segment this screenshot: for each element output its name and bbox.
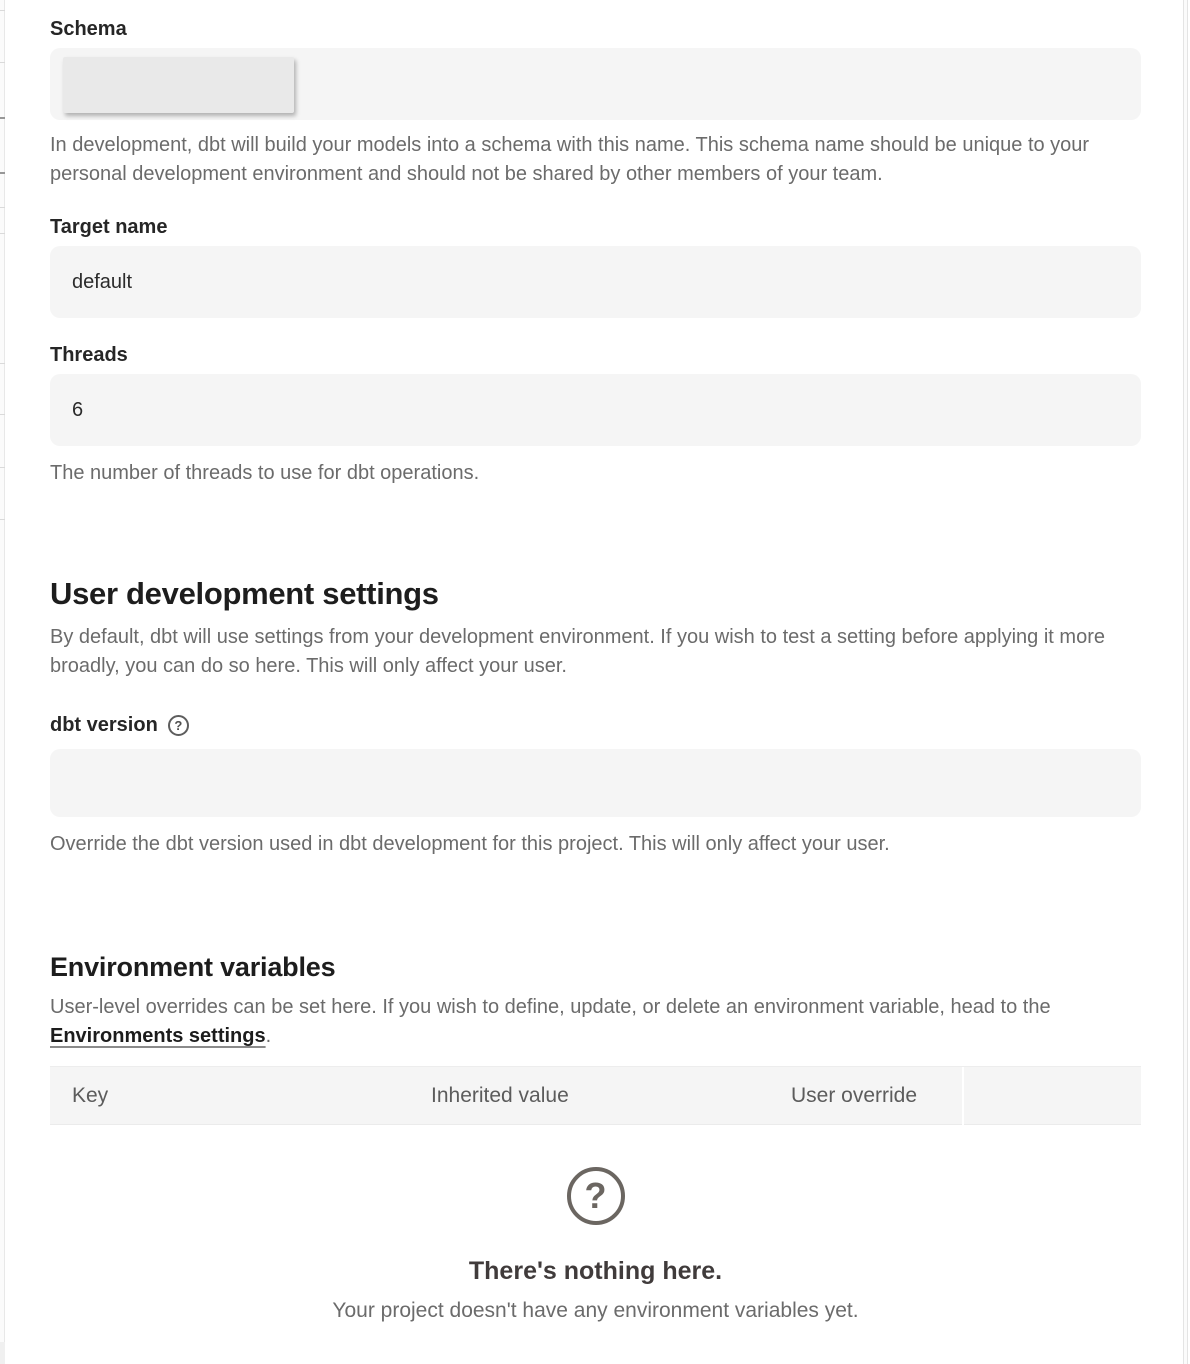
left-panel-edge	[0, 0, 5, 1364]
empty-state	[50, 1167, 1141, 1323]
environment-variables-description	[50, 993, 1090, 1051]
target-name-label: Target name	[50, 216, 168, 238]
column-header-key: Key	[50, 1067, 431, 1125]
threads-help-text: The number of threads to use for dbt operations.	[50, 462, 480, 484]
threads-input[interactable]	[50, 374, 1141, 446]
description-prefix: User-level overrides can be set here. If you wish to define, update, or delete an environment variable, head to the	[50, 996, 1051, 1018]
user-development-settings-heading: User development settings	[50, 576, 439, 611]
threads-label: Threads	[50, 344, 128, 366]
column-header-user-override: User override	[791, 1067, 962, 1125]
column-header-actions	[964, 1067, 1141, 1125]
environments-settings-link[interactable]: Environments settings	[50, 1025, 266, 1047]
target-name-input[interactable]	[50, 246, 1141, 318]
empty-state-subtitle: Your project doesn't have any environment variables yet.	[332, 1299, 859, 1322]
schema-label: Schema	[50, 18, 127, 40]
credentials-settings-panel	[50, 0, 1141, 1323]
empty-state-title: There's nothing here.	[468, 1257, 723, 1285]
scrollbar-track[interactable]	[1183, 0, 1188, 1364]
dbt-version-label: dbt version	[50, 713, 158, 736]
schema-help-text: In development, dbt will build your models into a schema with this name. This schema name should be unique to your personal development environment and should not be shared by other members of your team.	[50, 134, 1090, 185]
column-header-inherited-value: Inherited value	[431, 1067, 791, 1125]
environment-variables-heading: Environment variables	[50, 952, 336, 982]
redacted-value-overlay	[63, 57, 294, 113]
table-header-row	[50, 1067, 1141, 1125]
dbt-version-input[interactable]	[50, 749, 1141, 817]
help-tooltip-icon[interactable]: ?	[168, 715, 189, 736]
question-circle-icon: ?	[567, 1167, 625, 1225]
environment-variables-table	[50, 1066, 1141, 1125]
description-suffix: .	[265, 1025, 272, 1047]
dbt-version-help-text: Override the dbt version used in dbt development for this project. This will only affect your user.	[50, 833, 890, 855]
user-development-settings-description: By default, dbt will use settings from your development environment. If you wish to test a setting before applying it more broadly, you can do so here. This will only affect your user.	[50, 626, 1105, 677]
